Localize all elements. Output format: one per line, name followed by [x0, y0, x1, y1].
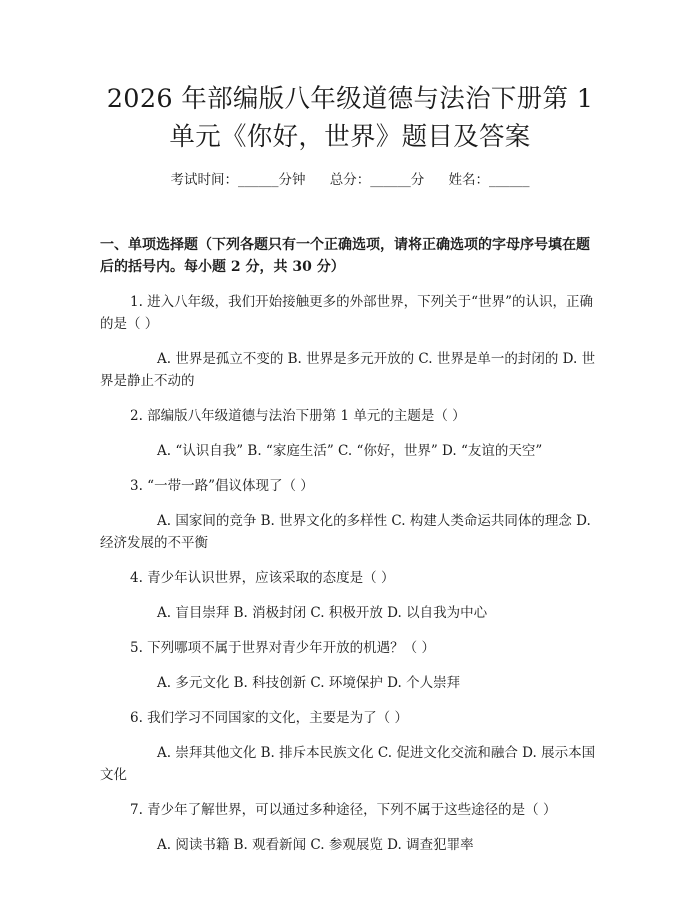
question-2-stem: 2. 部编版八年级道德与法治下册第 1 单元的主题是（ ） — [130, 408, 466, 424]
exam-score: 总分：______分 — [329, 172, 425, 188]
exam-time: 考试时间：______分钟 — [170, 172, 306, 188]
question-3-options: A. 国家间的竞争 B. 世界文化的多样性 C. 构建人类命运共同体的理念 D. 经济发展的不平衡 — [100, 513, 591, 551]
question-1-stem: 1. 进入八年级，我们开始接触更多的外部世界，下列关于“世界”的认识，正确的是（ ） — [100, 294, 593, 332]
question-5-options: A. 多元文化 B. 科技创新 C. 环境保护 D. 个人崇拜 — [157, 675, 461, 691]
exam-info — [100, 170, 600, 190]
question-5-stem: 5. 下列哪项不属于世界对青少年开放的机遇？（ ） — [130, 640, 435, 656]
question-3-stem: 3. “一带一路”倡议体现了（ ） — [130, 478, 314, 494]
question-6-options: A. 崇拜其他文化 B. 排斥本民族文化 C. 促进文化交流和融合 D. 展示本国文化 — [100, 745, 596, 783]
question-4-stem: 4. 青少年认识世界，应该采取的态度是（ ） — [130, 570, 395, 586]
student-name: 姓名：______ — [448, 172, 530, 188]
question-7-options: A. 阅读书籍 B. 观看新闻 C. 参观展览 D. 调查犯罪率 — [157, 837, 474, 853]
question-7-stem: 7. 青少年了解世界，可以通过多种途径，下列不属于这些途径的是（ ） — [130, 802, 557, 818]
question-2-options: A. “认识自我” B. “家庭生活” C. “你好，世界” D. “友谊的天空” — [157, 443, 543, 459]
document-title: 2026 年部编版八年级道德与法治下册第 1 单元《你好，世界》题目及答案 — [106, 84, 594, 152]
question-list — [100, 291, 600, 856]
question-1-options: A. 世界是孤立不变的 B. 世界是多元开放的 C. 世界是单一的封闭的 D. 世界是静止不动的 — [100, 351, 596, 389]
section-heading: 一、单项选择题（下列各题只有一个正确选项，请将正确选项的字母序号填在题后的括号内。每小题 2 分，共 30 分） — [100, 237, 590, 275]
question-6-stem: 6. 我们学习不同国家的文化，主要是为了（ ） — [130, 710, 408, 726]
question-4-options: A. 盲目崇拜 B. 消极封闭 C. 积极开放 D. 以自我为中心 — [157, 605, 488, 621]
